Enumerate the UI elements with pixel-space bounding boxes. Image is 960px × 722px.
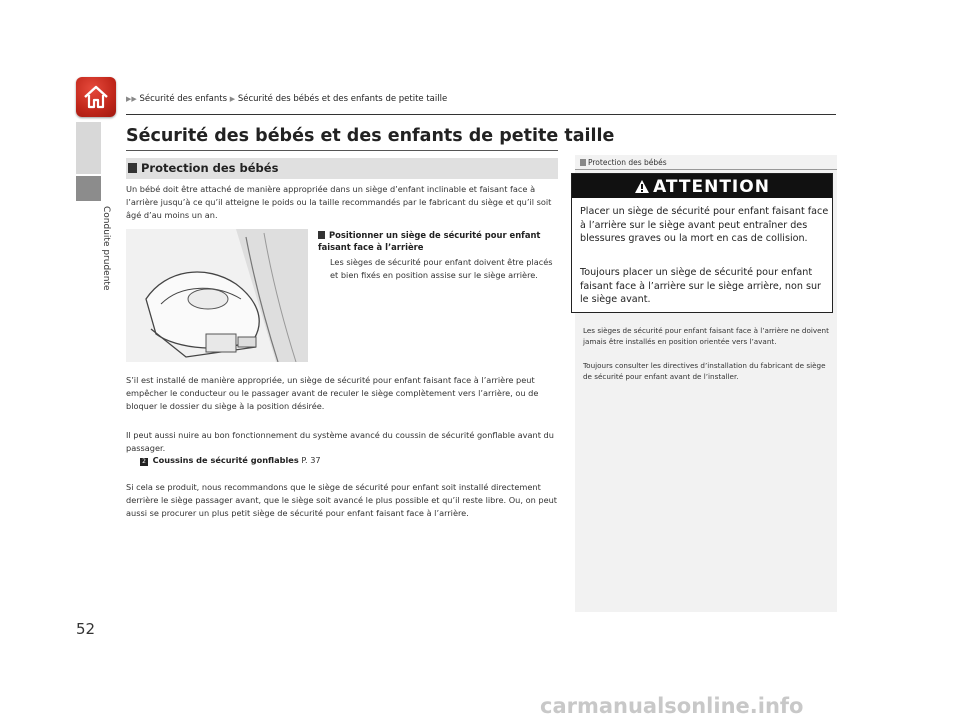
child-seat-drawing (126, 229, 308, 362)
watermark: carmanualsonline.info (540, 694, 804, 718)
reference-arrow-icon: 2 (140, 458, 148, 466)
sidebar-note-2: Toujours consulter les directives d’installation du fabricant de siège de sécurité pour enfant avant de l’installer. (583, 361, 826, 381)
breadcrumb (126, 94, 447, 104)
sidebar-note-1: Les sièges de sécurité pour enfant faisant face à l’arrière ne doivent jamais être installés en position orientée vers l’avant. (583, 326, 829, 346)
paragraph-4: Si cela se produit, nous recommandons que le siège de sécurité pour enfant soit installé directement derrière le siège passager avant, que le siège soit avancé le plus possible et qu’il reste libre. Ou, on peut aussi se procurer un plus petit siège de sécurité pour enfant faisant face à l’arrière. (126, 482, 558, 518)
reference-page: P. 37 (301, 455, 321, 465)
section-heading: Protection des bébés (141, 161, 279, 175)
subsection-body: Les sièges de sécurité pour enfant doivent être placés et bien fixés en position assise sur le siège arrière. (330, 257, 553, 280)
chapter-tab-top[interactable] (76, 122, 101, 174)
sidebar-divider (575, 169, 837, 170)
reference-label: Coussins de sécurité gonflables (152, 455, 299, 465)
breadcrumb-item-1[interactable]: Sécurité des enfants (139, 94, 228, 104)
chapter-side-label: Conduite prudente (101, 206, 111, 291)
subsection-heading: Positionner un siège de sécurité pour enfant faisant face à l’arrière (318, 230, 541, 252)
breadcrumb-item-2: Sécurité des bébés et des enfants de petite taille (237, 94, 448, 104)
warning-title: ATTENTION (653, 177, 770, 197)
warning-title-bar (572, 174, 832, 198)
warning-text-1: Placer un siège de sécurité pour enfant faisant face à l’arrière sur le siège avant peut entraîner des blessures graves ou la mort en cas de collision. (580, 206, 829, 244)
title-divider (126, 150, 558, 151)
breadcrumb-arrow-icon: ▶ (229, 95, 236, 103)
cross-reference-link[interactable] (140, 455, 321, 466)
section-header (126, 158, 558, 179)
chapter-tab-current[interactable] (76, 176, 101, 201)
home-icon (82, 83, 110, 111)
home-button[interactable] (76, 77, 116, 117)
paragraph-3: Il peut aussi nuire au bon fonctionnement du système avancé du coussin de sécurité gonflable avant du passager. (126, 430, 554, 453)
paragraph-2: S’il est installé de manière appropriée, un siège de sécurité pour enfant faisant face à l’arrière peut empêcher le conducteur ou le passager avant de reculer le siège complètement vers l’arrière, ou de bloquer le dossier du siège à la position désirée. (126, 375, 539, 411)
page-number: 52 (76, 620, 96, 638)
breadcrumb-arrow-icon: ▶▶ (126, 95, 137, 103)
section-marker-icon (128, 163, 137, 173)
intro-paragraph: Un bébé doit être attaché de manière appropriée dans un siège d’enfant inclinable et faisant face à l’arrière jusqu’à ce qu’il atteigne le poids ou la taille recommandés par le fabricant du siège et qu’il soit âgé d’au moins un an. (126, 184, 552, 220)
page-title: Sécurité des bébés et des enfants de petite taille (126, 126, 615, 146)
warning-triangle-icon (634, 179, 650, 194)
sidebar-marker-icon (580, 159, 586, 166)
header-divider (126, 114, 836, 115)
subsection-marker-icon (318, 231, 325, 239)
sidebar-heading: Protection des bébés (580, 158, 667, 167)
child-seat-illustration (126, 229, 308, 362)
warning-text-2: Toujours placer un siège de sécurité pour enfant faisant face à l’arrière sur le siège arrière, non sur le siège avant. (580, 267, 821, 305)
